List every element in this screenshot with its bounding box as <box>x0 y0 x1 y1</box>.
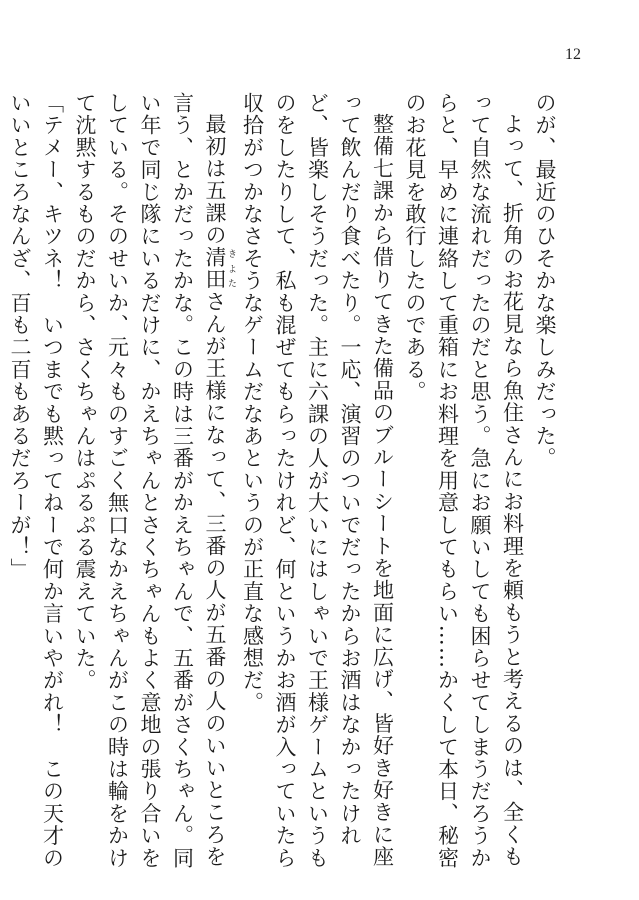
dialogue-paragraph: 「テメー、キツネ！ いつまでも黙ってねーで何か言いやがれ！ この天才のいいところなんざ、百も二百もあるだろーが！」 <box>8 92 65 869</box>
ruby-base: 清田 <box>203 246 227 291</box>
paragraph-1: のが、最近のひそかな楽しみだった。 <box>533 92 557 470</box>
paragraph-4 <box>69 92 237 870</box>
ruby-kiyota <box>203 246 236 291</box>
page-number: 12 <box>565 46 581 63</box>
ruby-reading: きよた <box>226 246 236 291</box>
paragraph-4-after: さんが王様になって、三番の人が五番の人のいいところを言う、とかだったかな。この時は三番がかえちゃんで、五番がさくちゃん。同い年で同じ隊にいるだけに、かえちゃんとさくちゃんもよく意地の張り合いをしている。そのせいか、元々ものすごく無口なかえちゃんがこの時は輪をかけて沈黙するものだから、さくちゃんはぷるぷる震えていた。 <box>73 92 227 869</box>
paragraph-2: よって、折角のお花見なら魚住さんにお料理を頼もうと考えるのは、全くもって自然な流れだったのだと思う。急にお願いしても困らせてしまうだろうからと、早めに連絡して重箱にお料理を用意してもらい……かくして本日、秘密のお花見を敢行したのである。 <box>403 92 525 869</box>
paragraph-4-before: 最初は五課の <box>203 113 227 247</box>
novel-text-column <box>8 92 561 870</box>
paragraph-3: 整備七課から借りてきた備品のブルーシートを地面に広げ、皆好き好きに座って飲んだり食べたり。一応、演習のついでだったからお酒はなかったけれど、皆楽しそうだった。主に六課の人が大いにはしゃいで王様ゲームというものをしたりして、私も混ぜてもらったけれど、何というかお酒が入っていたら収拾がつかなさそうなゲームだなあというのが正直な感想だ。 <box>240 92 395 869</box>
